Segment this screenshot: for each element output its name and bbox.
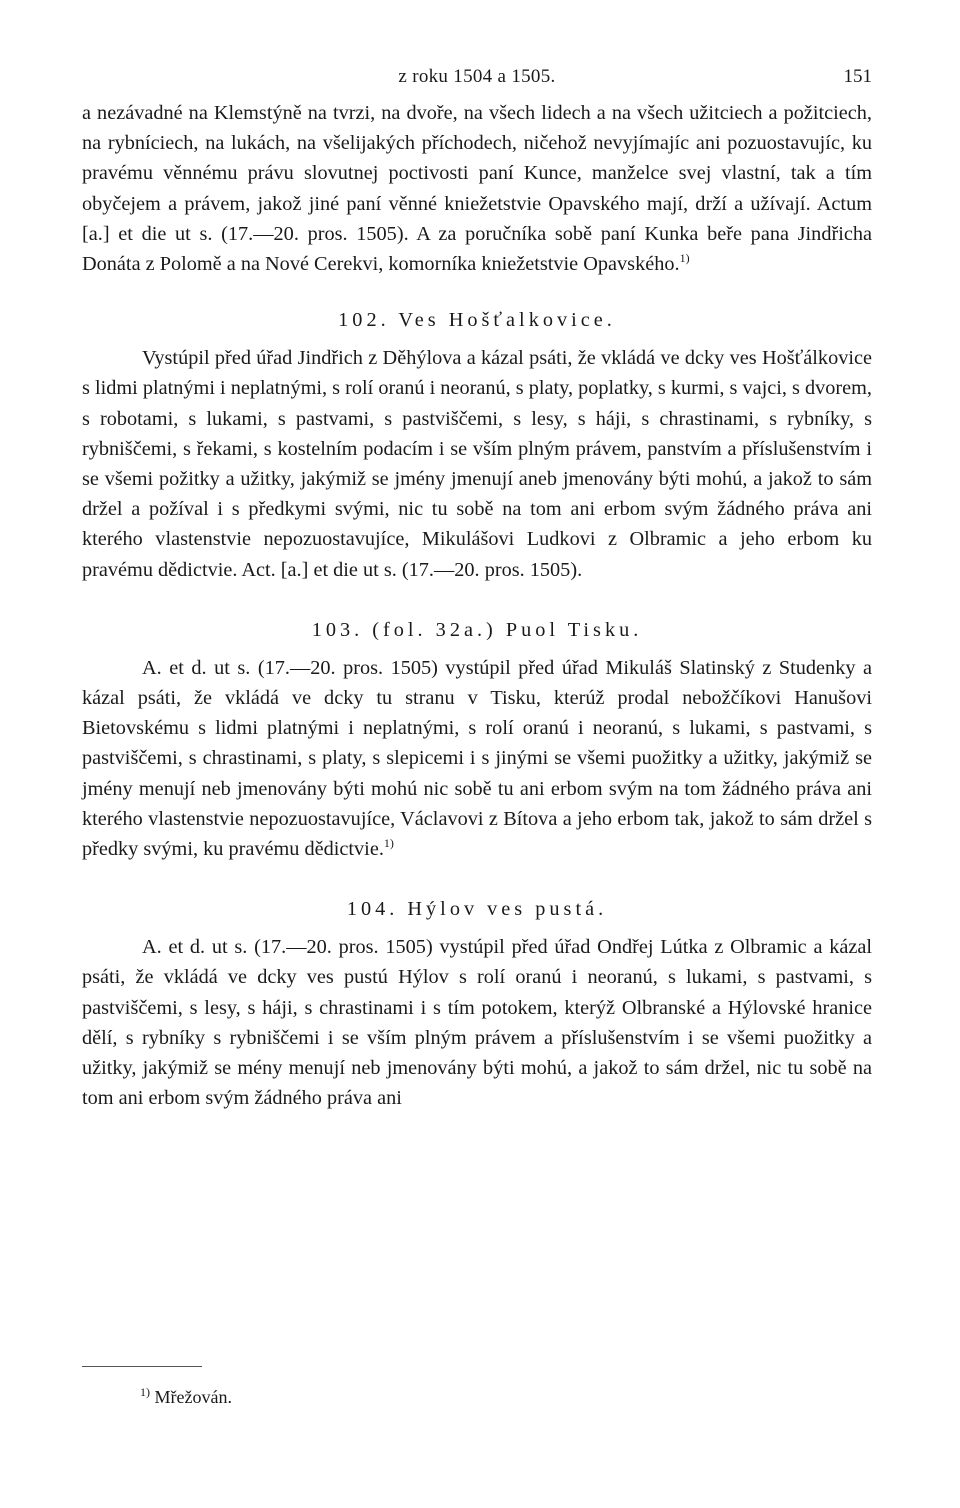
entry-heading-103: 103. (fol. 32a.) Puol Tisku. bbox=[311, 618, 643, 641]
entry-heading-102: 102. Ves Hošťalkovice. bbox=[338, 309, 616, 332]
body-text bbox=[82, 98, 872, 1113]
footnote-mark: 1) bbox=[140, 1385, 150, 1399]
entry-text-102: Vystúpil před úřad Jindřich z Děhýlova a kázal psáti, že vkládá ve dcky ves Hošťálkovice s lidmi platnými i neplatnými, s rolí oranú i neoranú, s platy, poplatky, s kurmi, s vajci, s dvorem, s robotami, s lukami, s pastvami, s pastviščemi, s lesy, s háji, s chrastinami, s rybníky, s rybniščemi, s řekami, s kostelním podacím i se vším plným právem, panstvím a příslušenstvím i se všemi požitky a užitky, jakýmiž se jmény jmenují aneb jmenovány býti mohú, a jakož to sám držel a požíval i s předkymi svými, nic tu sobě na tom ani erbom svým žádného práva ani kterého vlastenstvie nepozuostavujíce, Mikulášovi Ludkovi z Olbramic a jeho erbom ku pravému dědictvie. Act. [a.] et die ut s. (17.—20. pros. 1505). bbox=[82, 347, 872, 581]
running-head bbox=[82, 62, 872, 96]
intro-text: a nezávadné na Klemstýně na tvrzi, na dvoře, na všech lidech a na všech užitciech a požitciech, na rybníciech, na lukách, na všelijakých příchodech, ničehož nevyjímajíc ani pozuostavujíc, ku pravému věnnému právu slovutnej poctivosti paní Kunce, manželce svej vlastní, tak a tím obyčejem a právem, jakož jiné paní věnné kniežetstvie Opavského mají, drží a užívají. Actum [a.] et die ut s. (17.—20. pros. 1505). A za poručníka sobě paní Kunka beře pana Jindřicha Donáta z Polomě a na Nové Cerekvi, komorníka kniežetstvie Opavského. bbox=[82, 102, 872, 276]
footnote-reference: 1) bbox=[679, 251, 690, 266]
running-title: z roku 1504 a 1505. bbox=[398, 66, 556, 87]
page-number: 151 bbox=[843, 66, 872, 87]
entry-text-103: A. et d. ut s. (17.—20. pros. 1505) vystúpil před úřad Mikuláš Slatinský z Studenky a kázal psáti, že vkládá ve dcky tu stranu v Tisku, kterúž prodal nebožčíkovi Hanušovi Bietovskému s lidmi platnými i neplatnými, s rolí oranú i neoranú, s lukami, s pastvami, s pastviščemi, s chrastinami, s platy, s slepicemi i s jinými se všemi puožitky a užitky, jakýmiž se jmény menují neb jmenovány býti mohú nic sobě tu ani erbom svým na tom žádného práva ani kterého vlastenstvie nepozuostavujíce, Václavovi z Bítova a jeho erbom tak, jakož to sám držel s předky svými, ku pravému dědictvie. bbox=[82, 656, 872, 861]
footnote-reference: 1) bbox=[383, 836, 394, 851]
document-page bbox=[82, 62, 872, 1113]
entry-heading-104: 104. Hýlov ves pustá. bbox=[346, 898, 608, 921]
footnote bbox=[140, 1385, 232, 1409]
entry-paragraph-103 bbox=[82, 653, 872, 864]
entry-text-104: A. et d. ut s. (17.—20. pros. 1505) vystúpil před úřad Ondřej Lútka z Olbramic a kázal psáti, že vkládá ve dcky ves pustú Hýlov s rolí oranú i neoranú, s lukami, s pastvami, s pastviščemi, s lesy, s háji, s chrastinami i s tím potokem, kterýž Olbranské a Hýlovské hranice dělí, s rybníky s rybniščemi i se vším plným právem a příslušenstvím i se všemi puožitky a užitky, jakýmiž se mény menují neb jmenovány býti mohú, a jakož to sám držel, nic tu sobě na tom ani erbom svým žádného práva ani bbox=[82, 936, 872, 1110]
intro-paragraph bbox=[82, 98, 872, 279]
footnote-divider bbox=[82, 1366, 202, 1367]
footnote-text: Mřežován. bbox=[154, 1387, 232, 1407]
entry-paragraph-102 bbox=[82, 343, 872, 585]
entry-paragraph-104 bbox=[82, 932, 872, 1113]
